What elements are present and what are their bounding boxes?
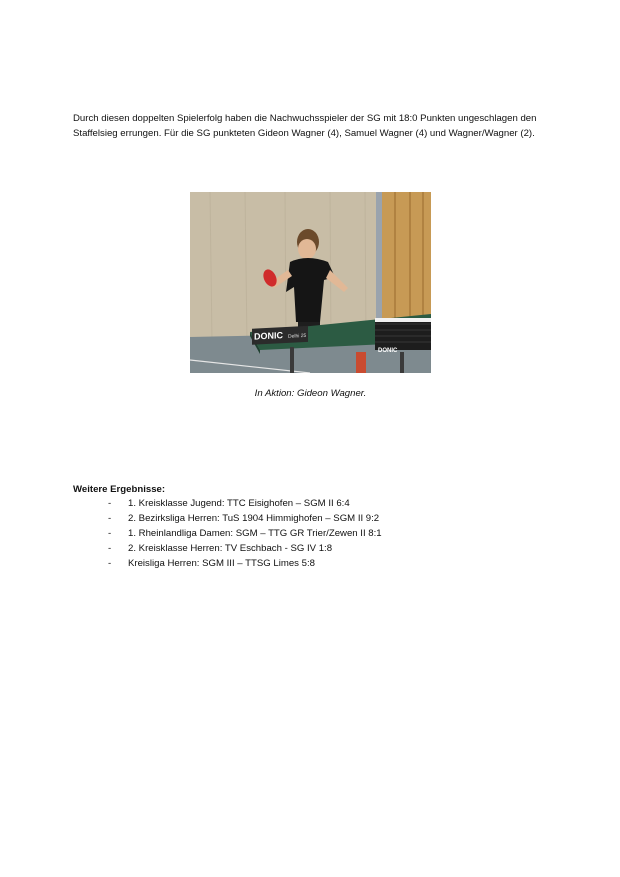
result-text: 1. Rheinlandliga Damen: SGM – TTG GR Trier/Zewen II 8:1 <box>128 527 382 539</box>
list-item <box>108 512 382 527</box>
photo-caption: In Aktion: Gideon Wagner. <box>254 388 367 399</box>
result-text: Kreisliga Herren: SGM III – TTSG Limes 5:8 <box>128 557 315 569</box>
result-text: 2. Bezirksliga Herren: TuS 1904 Himmighofen – SGM II 9:2 <box>128 512 380 524</box>
result-text: 2. Kreisklasse Herren: TV Eschbach - SG IV 1:8 <box>128 542 333 554</box>
list-item <box>108 557 382 572</box>
list-bullet: - <box>108 498 112 509</box>
results-heading: Weitere Ergebnisse: <box>73 484 166 495</box>
results-list <box>108 497 382 572</box>
table-brand-right: DONIC <box>378 348 398 354</box>
list-bullet: - <box>108 512 112 524</box>
table-model-label: Delhi 25 <box>288 332 307 340</box>
list-bullet: - <box>108 527 112 539</box>
table-brand-left: DONIC <box>254 330 283 342</box>
table-tennis-photo <box>190 192 431 373</box>
list-item <box>108 527 382 542</box>
list-bullet: - <box>108 542 112 554</box>
list-item <box>108 497 382 512</box>
report-paragraph: Durch diesen doppelten Spielerfolg haben die Nachwuchsspieler der SG mit 18:0 Punkten ungeschlagen den Staffelsieg errungen. Für die SG punkteten Gideon Wagner (4), Samuel Wagner (4) und Wagner/Wagner (2). <box>73 113 537 140</box>
result-text: 1. Kreisklasse Jugend: TTC Eisighofen – SGM II 6:4 <box>128 498 350 509</box>
list-bullet: - <box>108 557 112 569</box>
list-item <box>108 542 382 557</box>
